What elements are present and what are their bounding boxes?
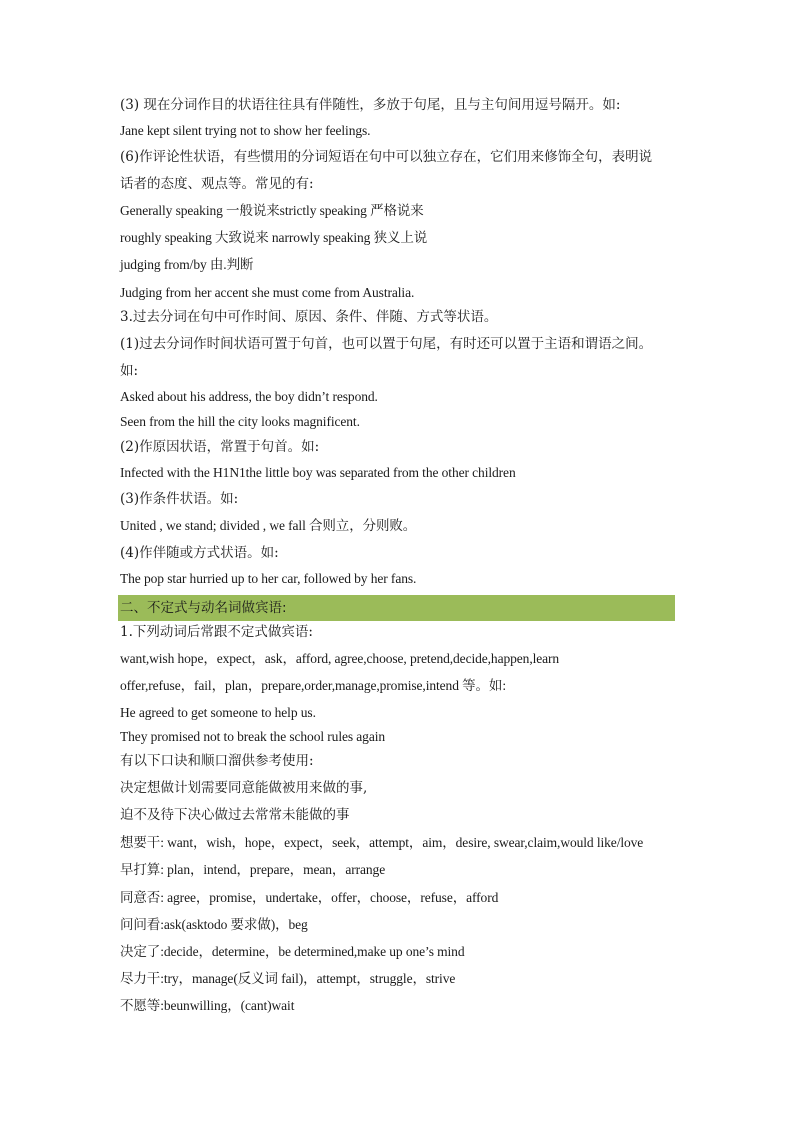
text-line: (6)作评论性状语，有些惯用的分词短语在句中可以独立存在，它们用来修饰全句，表明说 (120, 149, 653, 165)
phrase-line: Generally speaking 一般说来strictly speaking 严格说来 (120, 203, 424, 218)
verb-list: want,wish hope，expect，ask，afford, agree,choose, pretend,decide,happen,learn (120, 651, 560, 666)
mnemonic-line: 决定了:decide，determine，be determined,make up one’s mind (120, 944, 465, 959)
mnemonic-line: 迫不及待下决心做过去常常未能做的事 (120, 807, 350, 823)
text-line: 3.过去分词在句中可作时间、原因、条件、伴随、方式等状语。 (120, 309, 498, 325)
text-line: 如: (120, 363, 139, 379)
text-line: (2)作原因状语，常置于句首。如: (120, 439, 320, 455)
example-sentence: United , we stand; divided , we fall 合则立，分则败。 (120, 518, 417, 533)
section-heading: 二、不定式与动名词做宾语: (120, 600, 287, 616)
verb-list: offer,refuse，fail，plan，prepare,order,manage,promise,intend 等。如: (120, 678, 506, 693)
example-sentence: Seen from the hill the city looks magnificent. (120, 414, 360, 429)
mnemonic-line: 不愿等:beunwilling，(cant)wait (120, 998, 295, 1013)
example-sentence: Judging from her accent she must come from Australia. (120, 285, 415, 300)
example-sentence: He agreed to get someone to help us. (120, 705, 316, 720)
mnemonic-line: 早打算: plan，intend，prepare，mean，arrange (120, 862, 386, 877)
example-sentence: Infected with the H1N1the little boy was separated from the other children (120, 465, 516, 480)
mnemonic-line: 想要干: want，wish，hope，expect，seek，attempt，aim，desire, swear,claim,would like/love (120, 835, 644, 850)
text-line: 1.下列动词后常跟不定式做宾语: (120, 624, 313, 640)
text-line: 有以下口诀和顺口溜供参考使用: (120, 753, 314, 769)
example-sentence: The pop star hurried up to her car, followed by her fans. (120, 571, 417, 586)
phrase-line: judging from/by 由.判断 (120, 257, 254, 272)
text-line: (1)过去分词作时间状语可置于句首，也可以置于句尾，有时还可以置于主语和谓语之间。 (120, 336, 653, 352)
text-line: (3)作条件状语。如: (120, 491, 239, 507)
text-line: (3) 现在分词作目的状语往往具有伴随性，多放于句尾，且与主句间用逗号隔开。如: (120, 97, 621, 113)
example-sentence: They promised not to break the school rules again (120, 729, 386, 744)
text-line: (4)作伴随或方式状语。如: (120, 545, 279, 561)
mnemonic-line: 决定想做计划需要同意能做被用来做的事, (120, 780, 368, 796)
phrase-line: roughly speaking 大致说来 narrowly speaking 狭义上说 (120, 230, 428, 245)
mnemonic-line: 同意否: agree，promise，undertake，offer，choose，refuse，afford (120, 890, 499, 905)
text-line: 话者的态度、观点等。常见的有: (120, 176, 314, 192)
example-sentence: Jane kept silent trying not to show her feelings. (120, 123, 371, 138)
mnemonic-line: 尽力干:try，manage(反义词 fail)，attempt，struggle，strive (120, 971, 456, 986)
mnemonic-line: 问问看:ask(asktodo 要求做)，beg (120, 917, 308, 932)
section-heading-bar (118, 595, 675, 621)
example-sentence: Asked about his address, the boy didn’t respond. (120, 389, 378, 404)
